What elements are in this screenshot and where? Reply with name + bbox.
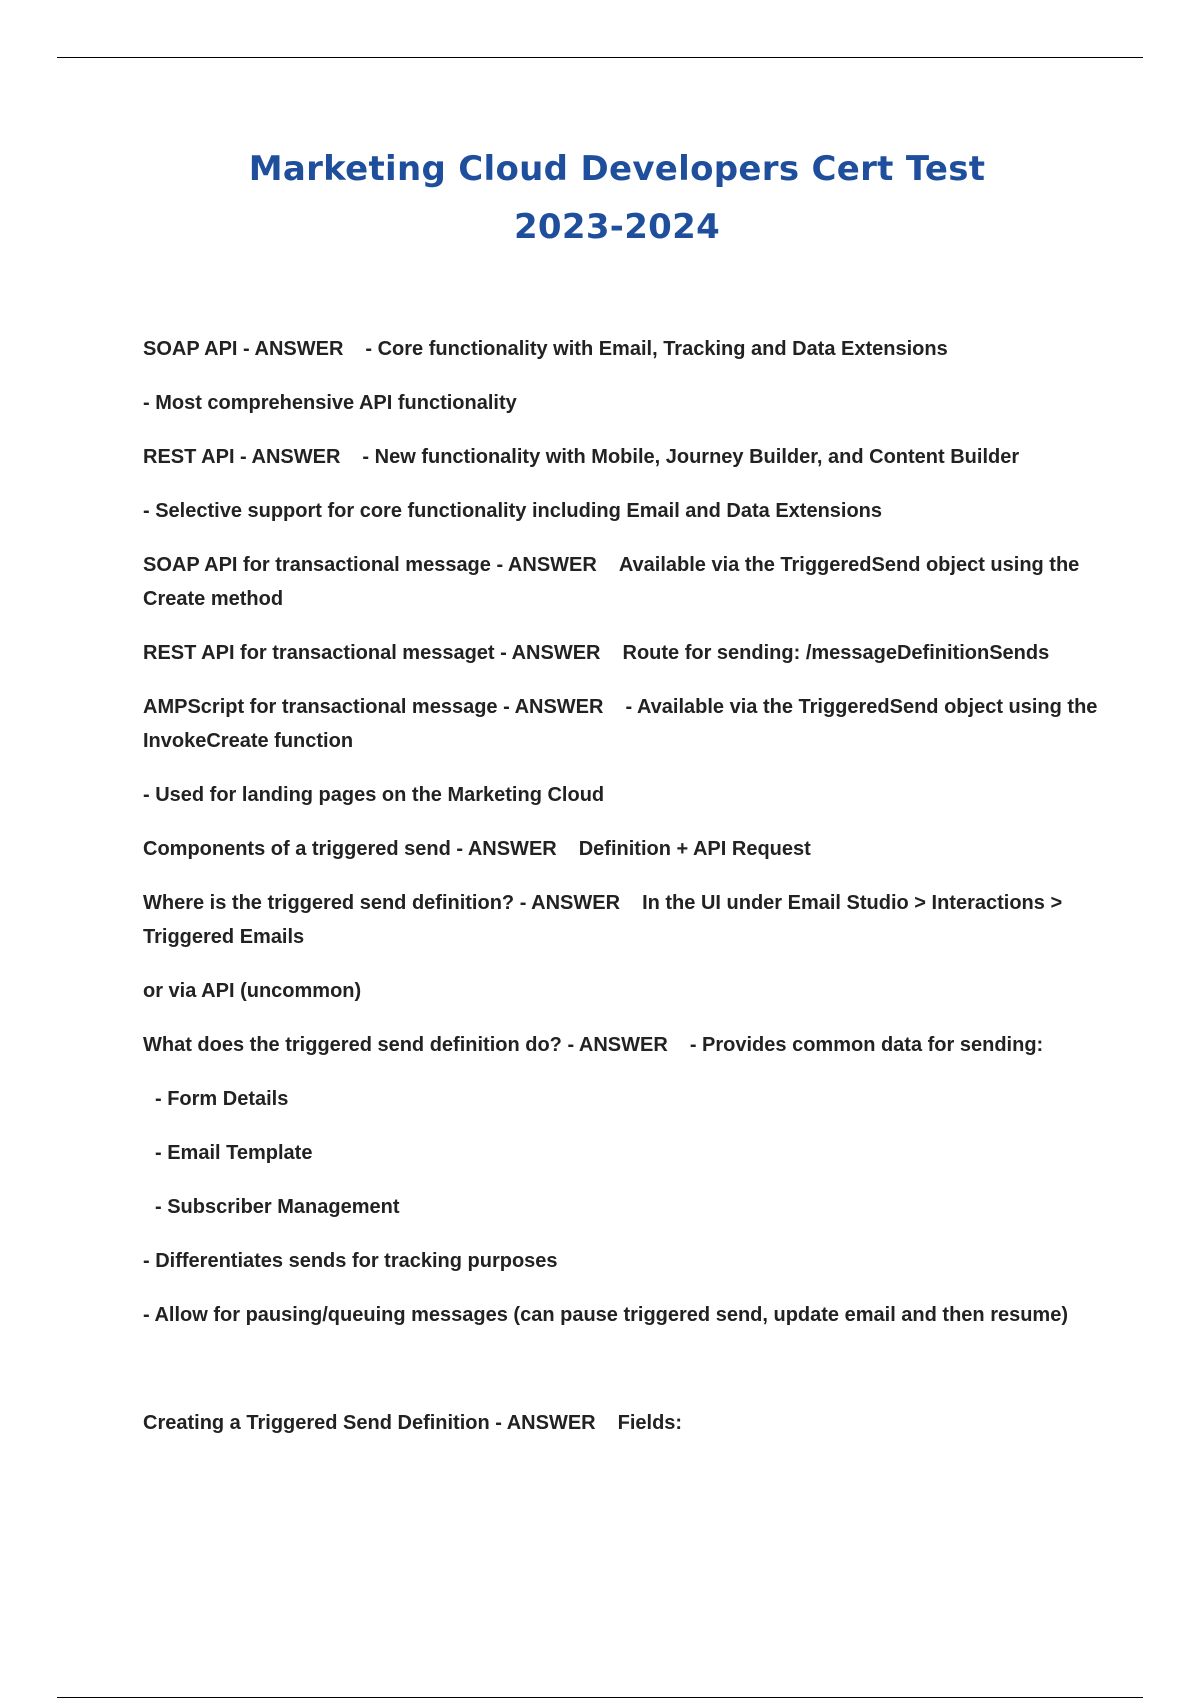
question: Components of a triggered send - ANSWER [143,838,557,860]
note: - Used for landing pages on the Marketing Cloud [143,784,605,806]
question: SOAP API for transactional message - ANSWER [143,554,597,576]
note: - Selective support for core functionality including Email and Data Extensions [143,500,883,522]
document-title [0,140,1200,256]
note: - Form Details [155,1088,289,1110]
question: REST API for transactional messaget - ANSWER [143,642,601,664]
entry-text [143,1190,1103,1224]
answer: Available via the TriggeredSend object using the Create method [143,554,1080,610]
entry-text [143,1136,1103,1170]
question: What does the triggered send definition do? - ANSWER [143,1034,668,1056]
entry-ampscript-transactional [143,690,1103,758]
answer: - Provides common data for sending: [689,1034,1044,1056]
question: REST API - ANSWER [143,446,341,468]
note: - Most comprehensive API functionality [143,392,517,414]
question: AMPScript for transactional message - ANSWER [143,696,604,718]
question: Creating a Triggered Send Definition - ANSWER [143,1412,596,1434]
answer: - New functionality with Mobile, Journey Builder, and Content Builder [362,446,1020,468]
bottom-rule [57,1697,1143,1698]
entry-text [143,1298,1103,1332]
entry-soap-transactional [143,548,1103,616]
document-body [143,332,1103,1460]
entry-triggered-send-components [143,832,1103,866]
entry-triggered-send-definition-purpose [143,1028,1103,1062]
note: - Subscriber Management [155,1196,400,1218]
answer: Route for sending: /messageDefinitionSends [622,642,1050,664]
answer: Definition + API Request [578,838,811,860]
entry-creating-triggered-send-definition [143,1406,1103,1440]
note: - Allow for pausing/queuing messages (can pause triggered send, update email and then resume) [143,1304,1068,1326]
entry-text [143,1244,1103,1278]
entry-text [143,778,1103,812]
title-line-2: 2023-2024 [513,207,721,247]
entry-text [143,494,1103,528]
note: or via API (uncommon) [143,980,362,1002]
entry-triggered-send-definition-location [143,886,1103,954]
answer: - Available via the TriggeredSend object using the InvokeCreate function [143,696,1098,752]
question: SOAP API - ANSWER [143,338,344,360]
answer: Fields: [617,1412,683,1434]
entry-text [143,386,1103,420]
top-rule [57,57,1143,58]
entry-rest-transactional [143,636,1103,670]
question: Where is the triggered send definition? - ANSWER [143,892,621,914]
answer: - Core functionality with Email, Tracking and Data Extensions [365,338,948,360]
entry-text [143,1082,1103,1116]
entry-text [143,974,1103,1008]
entry-rest-api [143,440,1103,474]
note: - Email Template [155,1142,313,1164]
note: - Differentiates sends for tracking purposes [143,1250,558,1272]
title-line-1: Marketing Cloud Developers Cert Test [248,149,986,189]
entry-soap-api [143,332,1103,366]
answer: In the UI under Email Studio > Interactions > Triggered Emails [143,892,1063,948]
